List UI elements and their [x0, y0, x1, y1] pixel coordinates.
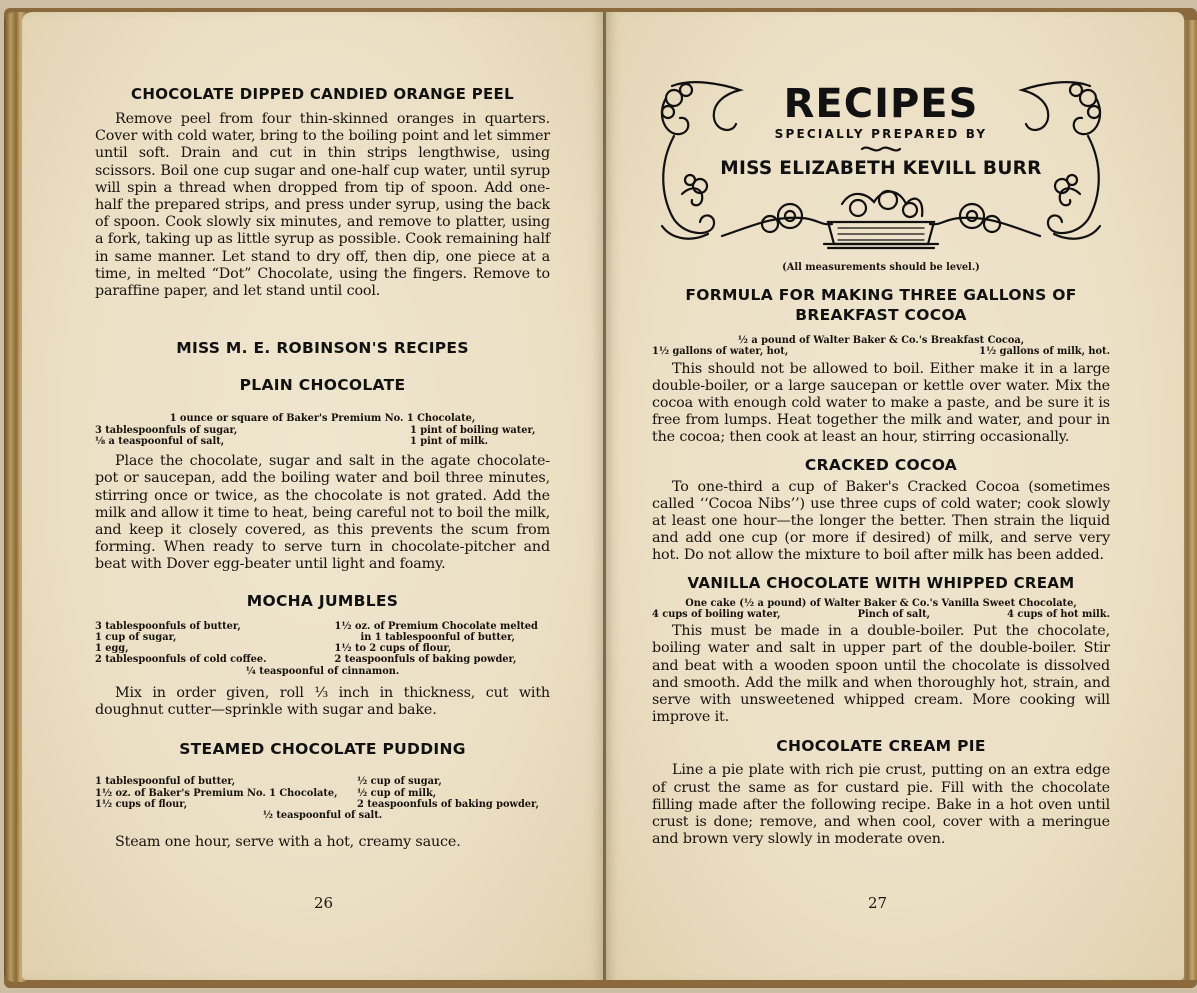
- ingredient: 1½ gallons of water, hot,: [652, 346, 789, 358]
- ingredient: 1 pint of milk.: [410, 435, 489, 447]
- ingredients-plain-chocolate: [95, 413, 550, 447]
- ingredient: 3 tablespoonfuls of butter,: [95, 620, 241, 632]
- ingredient: 1½ gallons of milk, hot.: [979, 346, 1110, 358]
- recipe-body-mocha-jumbles: Mix in order given, roll ⅓ inch in thickness, cut with doughnut cutter—sprinkle with sugar and bake.: [95, 685, 550, 719]
- measurement-note: (All measurements should be level.): [782, 262, 980, 273]
- recipe-title-plain-chocolate: PLAIN CHOCOLATE: [239, 376, 406, 395]
- recipe-body-cream-pie: Line a pie plate with rich pie crust, putting on an extra edge of crust the same as for custard pie. Fill with the chocolate filling made after the following recipe. Bake in a hot oven until crust is done; remove, and when cool, cover with a meringue and brown very slowly in moderate oven.: [652, 762, 1110, 848]
- recipe-body-plain-chocolate: Place the chocolate, sugar and salt in the agate chocolate-pot or saucepan, add the boiling water and boil three minutes, stirring once or twice, as the chocolate is not grated. Add the milk and allow it time to heat, being careful not to boil the milk, and keep it closely covered, as this prevents the scum from forming. When ready to serve turn in chocolate-pitcher and beat with Dover egg-beater until light and foamy.: [95, 453, 550, 573]
- ingredient: 1 pint of boiling water,: [410, 424, 536, 436]
- ingredient: Pinch of salt,: [857, 608, 931, 620]
- ingredient: 1½ to 2 cups of flour,: [334, 643, 452, 655]
- recipe-title-breakfast-cocoa-line1: FORMULA FOR MAKING THREE GALLONS OF: [685, 286, 1077, 304]
- recipe-title-cream-pie: CHOCOLATE CREAM PIE: [776, 737, 986, 756]
- ingredient: ½ a pound of Walter Baker & Co.'s Breakfast Cocoa,: [737, 335, 1025, 346]
- recipe-title-breakfast-cocoa-line2: BREAKFAST COCOA: [795, 306, 967, 324]
- ingredient: 2 tablespoonfuls of cold coffee.: [95, 654, 267, 666]
- section-heading-robinson: MISS M. E. ROBINSON'S RECIPES: [176, 339, 469, 358]
- recipe-title-steamed-pudding: STEAMED CHOCOLATE PUDDING: [179, 740, 466, 759]
- ingredient: ½ cup of milk,: [357, 787, 437, 799]
- ingredient: One cake (½ a pound) of Walter Baker & Co.'s Vanilla Sweet Chocolate,: [685, 597, 1077, 609]
- page-number-left: 26: [314, 894, 334, 912]
- right-page: [606, 12, 1184, 980]
- recipes-banner: [652, 76, 1110, 252]
- banner-author: MISS ELIZABETH KEVILL BURR: [720, 158, 1042, 179]
- ingredient: ½ teaspoonful of salt.: [262, 810, 383, 822]
- ingredient: ½ cup of sugar,: [357, 776, 442, 788]
- recipe-body-steamed-pudding: Steam one hour, serve with a hot, creamy sauce.: [115, 833, 461, 850]
- ingredient: 1 tablespoonful of butter,: [95, 776, 236, 788]
- ingredients-vanilla-chocolate: [652, 598, 1110, 621]
- recipe-title-mocha-jumbles: MOCHA JUMBLES: [246, 591, 399, 610]
- ingredients-steamed-pudding: [95, 776, 550, 821]
- ingredient: 1½ oz. of Baker's Premium No. 1 Chocolate,: [95, 787, 338, 799]
- ingredient: 1½ oz. of Premium Chocolate melted: [334, 620, 538, 632]
- right-page-content: [652, 76, 1110, 848]
- ingredient: ⅛ a teaspoonful of salt,: [95, 435, 225, 447]
- banner-subtitle: SPECIALLY PREPARED BY: [774, 127, 988, 141]
- ingredient: 1 cup of sugar,: [95, 631, 177, 643]
- ingredient: 3 tablespoonfuls of sugar,: [95, 424, 238, 436]
- recipe-title-orange-peel: CHOCOLATE DIPPED CANDIED ORANGE PEEL: [131, 85, 514, 103]
- ingredient: 1 egg,: [95, 643, 129, 655]
- ingredient: 1½ cups of flour,: [95, 799, 188, 811]
- ingredient: 1 ounce or square of Baker's Premium No. 1 Chocolate,: [169, 413, 476, 425]
- recipe-body-cracked-cocoa: To one-third a cup of Baker's Cracked Cocoa (sometimes called ‘‘Cocoa Nibs’’) use three cups of cold water; cook slowly at least one hour—the longer the better. Then strain the liquid and add one cup (or more if desired) of milk, and serve very hot. Do not allow the mixture to boil after milk has been added.: [652, 478, 1110, 564]
- recipe-title-cracked-cocoa: CRACKED COCOA: [804, 455, 958, 474]
- ingredient: 4 cups of boiling water,: [652, 608, 781, 620]
- ingredient: ¼ teaspoonful of cinnamon.: [245, 665, 400, 677]
- recipe-title-vanilla-chocolate: VANILLA CHOCOLATE WITH WHIPPED CREAM: [687, 573, 1075, 592]
- ingredients-mocha-jumbles: [95, 621, 550, 677]
- page-number-right: 27: [868, 894, 888, 912]
- ingredient: 4 cups of hot milk.: [1007, 608, 1110, 620]
- ingredient: in 1 tablespoonful of butter,: [360, 631, 515, 643]
- recipe-body-vanilla-chocolate: This must be made in a double-boiler. Put the chocolate, boiling water and salt in upper part of the double-boiler. Stir and beat with a wooden spoon until the chocolate is dissolved and smooth. Add the milk and when thoroughly hot, strain, and serve with unsweetened whipped cream. More cooking will improve it.: [652, 623, 1110, 726]
- left-page: [22, 12, 604, 980]
- ingredient: 2 teaspoonfuls of baking powder,: [334, 654, 517, 666]
- ingredient: 2 teaspoonfuls of baking powder,: [357, 799, 539, 811]
- recipe-body-orange-peel: Remove peel from four thin-skinned oranges in quarters. Cover with cold water, bring to the boiling point and let simmer until soft. Drain and cut in thin strips lengthwise, using scissors. Boil one cup sugar and one-half cup water, until syrup will spin a thread when dropped from tip of spoon. Add one-half the prepared strips, and press under syrup, using the back of spoon. Cook slowly six minutes, and remove to platter, using a fork, taking up as little syrup as possible. Cook remaining half in same manner. Let stand to dry off, then dip, one piece at a time, in melted “Dot” Chocolate, using the fingers. Remove to paraffine paper, and let stand until cool.: [95, 111, 551, 300]
- recipe-body-breakfast-cocoa: This should not be allowed to boil. Either make it in a large double-boiler, or a large saucepan or kettle over water. Mix the cocoa with enough cold water to make a paste, and be sure it is free from lumps. Heat together the milk and water, and pour in the cocoa; then cook at least an hour, stirring occasionally.: [652, 360, 1110, 446]
- banner-title: RECIPES: [783, 81, 979, 127]
- left-page-content: [95, 84, 550, 851]
- ingredients-breakfast-cocoa: [652, 335, 1110, 358]
